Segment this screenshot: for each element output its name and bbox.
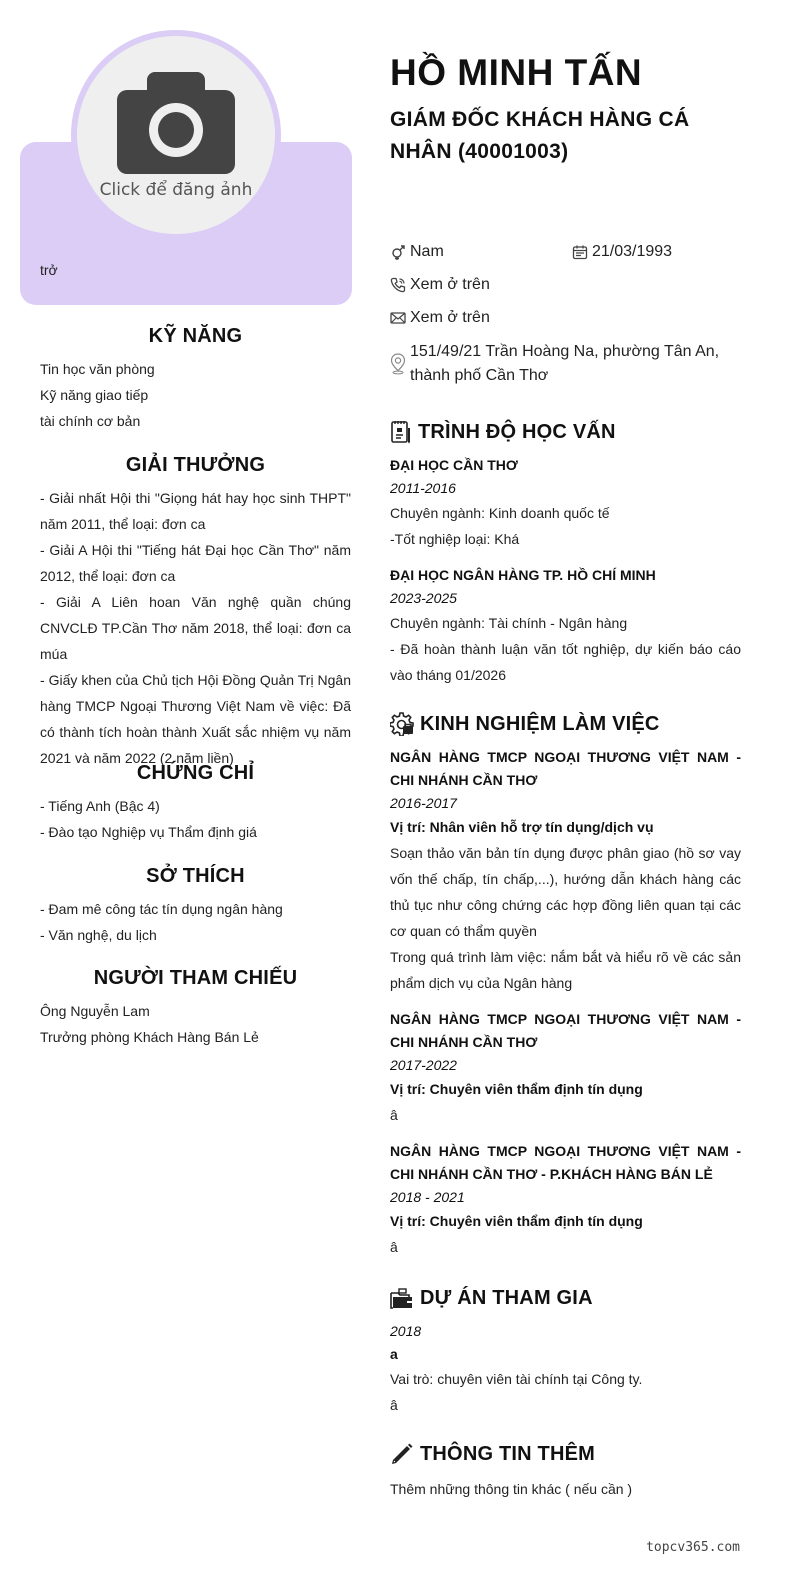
phone-icon: [390, 277, 406, 293]
experience-company: NGÂN HÀNG TMCP NGOẠI THƯƠNG VIỆT NAM - CHI NHÁNH CẦN THƠ - P.KHÁCH HÀNG BÁN LẺ: [390, 1143, 741, 1182]
gender-info: [390, 240, 444, 264]
experience-entry: [390, 1140, 741, 1260]
education-entry: [390, 454, 741, 552]
award-item: - Giải nhất Hội thi "Giọng hát hay học sinh THPT" năm 2011, thể loại: đơn ca: [40, 490, 351, 532]
experience-gear-icon: [390, 712, 414, 736]
skill-item: Kỹ năng giao tiếp: [40, 387, 149, 403]
experience-position: Vị trí: Chuyên viên thẩm định tín dụng: [390, 1081, 643, 1097]
project-entry: [390, 1320, 741, 1418]
education-detail: Chuyên ngành: Kinh doanh quốc tế: [390, 505, 610, 521]
experience-position: Vị trí: Nhân viên hỗ trợ tín dụng/dịch vụ: [390, 819, 654, 835]
education-school: ĐẠI HỌC NGÂN HÀNG TP. HỒ CHÍ MINH: [390, 567, 656, 583]
education-heading-text: TRÌNH ĐỘ HỌC VẤN: [418, 420, 616, 443]
projects-heading-text: DỰ ÁN THAM GIA: [420, 1287, 593, 1309]
education-entry: [390, 564, 741, 688]
footer-watermark: topcv365.com: [646, 1540, 740, 1555]
skills-heading: KỸ NĂNG: [148, 325, 243, 347]
extra-info-heading-text: THÔNG TIN THÊM: [420, 1442, 596, 1465]
address-info: [390, 340, 730, 388]
awards-heading: GIẢI THƯỞNG: [125, 454, 266, 476]
email-value: Xem ở trên: [410, 309, 490, 326]
extra-info-text: Thêm những thông tin khác ( nếu cần ): [390, 1481, 633, 1497]
project-detail: â: [390, 1397, 398, 1413]
skills-section: [40, 325, 351, 434]
experience-date: 2018 - 2021: [390, 1189, 465, 1205]
hobby-item: - Văn nghệ, du lịch: [40, 927, 157, 943]
experience-date: 2017-2022: [390, 1057, 457, 1073]
experience-section: [390, 712, 741, 1272]
experience-position: Vị trí: Chuyên viên thẩm định tín dụng: [390, 1213, 643, 1229]
birthday-value: 21/03/1993: [592, 243, 673, 260]
education-date: 2023-2025: [390, 590, 457, 606]
certificates-heading: CHỨNG CHỈ: [136, 762, 255, 784]
education-date: 2011-2016: [390, 480, 456, 496]
address-value: 151/49/21 Trần Hoàng Na, phường Tân An, thành phố Cần Thơ: [410, 343, 720, 384]
photo-upload-caption[interactable]: Click để đăng ảnh: [99, 180, 253, 200]
education-detail: - Đã hoàn thành luận văn tốt nghiệp, dự kiến báo cáo vào tháng 01/2026: [390, 641, 741, 683]
calendar-icon: [572, 244, 588, 260]
candidate-name: HỒ MINH TẤN: [390, 52, 643, 93]
award-item: - Giải A Hội thi "Tiếng hát Đại học Cần Thơ" năm 2012, thể loại: đơn ca: [40, 542, 351, 584]
experience-company: NGÂN HÀNG TMCP NGOẠI THƯƠNG VIỆT NAM - CHI NHÁNH CẦN THƠ: [390, 1011, 741, 1050]
references-section: [40, 967, 351, 1050]
email-info: [390, 306, 490, 330]
certificate-item: - Tiếng Anh (Bậc 4): [40, 798, 160, 814]
phone-info: [390, 273, 490, 297]
education-detail: Chuyên ngành: Tài chính - Ngân hàng: [390, 615, 628, 631]
extra-info-section: [390, 1442, 741, 1502]
camera-icon[interactable]: [117, 72, 235, 174]
skill-item: tài chính cơ bản: [40, 413, 141, 429]
pencil-icon: [390, 1442, 414, 1466]
experience-date: 2016-2017: [390, 795, 457, 811]
hobbies-section: [40, 865, 351, 948]
education-icon: [390, 420, 412, 444]
gender-icon: [390, 244, 406, 260]
project-detail: Vai trò: chuyên viên tài chính tại Công ty.: [390, 1371, 643, 1387]
mail-icon: [390, 310, 406, 326]
education-heading: [390, 420, 741, 444]
education-school: ĐẠI HỌC CẦN THƠ: [390, 457, 518, 473]
project-date: 2018: [390, 1323, 422, 1339]
experience-detail: â: [390, 1239, 398, 1255]
candidate-title: GIÁM ĐỐC KHÁCH HÀNG CÁ NHÂN (40001003): [390, 108, 690, 163]
reference-item: Ông Nguyễn Lam: [40, 1003, 150, 1019]
location-pin-icon: [390, 353, 406, 375]
reference-item: Trưởng phòng Khách Hàng Bán Lẻ: [40, 1029, 259, 1045]
experience-detail: â: [390, 1107, 398, 1123]
experience-entry: [390, 1008, 741, 1128]
award-item: - Giấy khen của Chủ tịch Hội Đồng Quản Trị Ngân hàng TMCP Ngoại Thương Việt Nam về việc: Đã có thành tích hoàn thành Xuất sắc nhiệm vụ năm 2021 và năm 2022 (2 năm liền): [40, 672, 351, 766]
references-heading: NGƯỜI THAM CHIẾU: [93, 967, 298, 989]
about-text: trở: [40, 262, 58, 278]
hobbies-heading: SỞ THÍCH: [146, 865, 245, 887]
education-detail: -Tốt nghiệp loại: Khá: [390, 531, 520, 547]
gender-value: Nam: [410, 243, 444, 260]
experience-detail: Soạn thảo văn bản tín dụng được phân giao (hồ sơ vay vốn thế chấp, tín chấp,...), hướng dẫn khách hàng các thủ tục như công chứng các hợp đồng liên quan tại các cơ quan có thẩm quyền: [390, 845, 741, 939]
certificate-item: - Đào tạo Nghiệp vụ Thẩm định giá: [40, 824, 257, 840]
experience-entry: [390, 746, 741, 996]
extra-info-heading: [390, 1442, 741, 1466]
projects-heading: [390, 1287, 741, 1310]
awards-section: [40, 454, 351, 771]
experience-company: NGÂN HÀNG TMCP NGOẠI THƯƠNG VIỆT NAM - CHI NHÁNH CẦN THƠ: [390, 749, 741, 788]
hobby-item: - Đam mê công tác tín dụng ngân hàng: [40, 901, 283, 917]
skill-item: Tin học văn phòng: [40, 361, 155, 377]
experience-heading-text: KINH NGHIỆM LÀM VIỆC: [420, 712, 660, 735]
experience-heading: [390, 712, 741, 736]
certificates-section: [40, 762, 351, 845]
birthday-info: [572, 240, 672, 264]
award-item: - Giải A Liên hoan Văn nghệ quần chúng CNVCLĐ TP.Cần Thơ năm 2018, thể loại: đơn ca múa: [40, 594, 351, 662]
folder-icon: [390, 1288, 414, 1310]
projects-section: [390, 1287, 741, 1430]
project-name: a: [390, 1346, 398, 1362]
phone-value: Xem ở trên: [410, 276, 490, 293]
education-section: [390, 420, 741, 700]
experience-detail: Trong quá trình làm việc: nắm bắt và hiểu rõ về các sản phẩm dịch vụ của Ngân hàng: [390, 949, 741, 991]
